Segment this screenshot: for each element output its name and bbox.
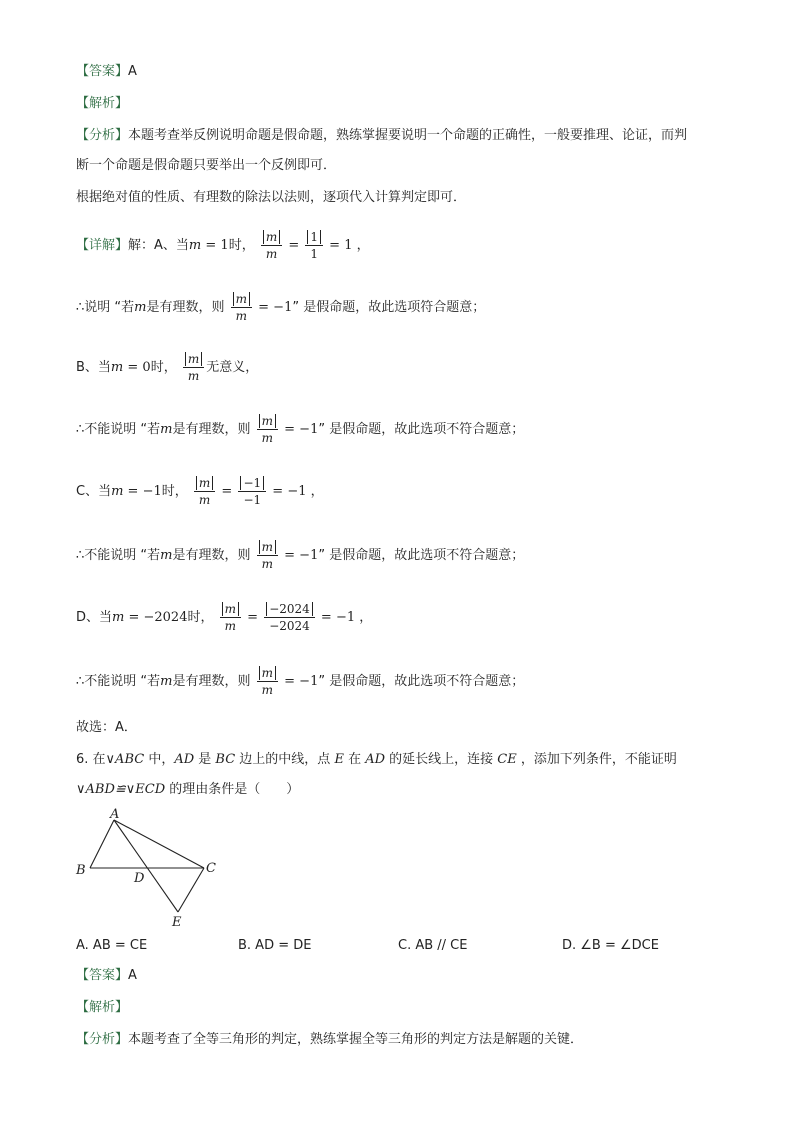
option-a: A. AB = CE xyxy=(76,938,148,953)
text: ” 是假命题，故此选项不符合题意； xyxy=(318,674,525,689)
text: 6. 在 xyxy=(76,752,106,767)
geometry-figure xyxy=(72,808,232,932)
fraction xyxy=(264,601,315,634)
line-detail-b xyxy=(76,348,258,388)
option-d: D. ∠B = ∠DCE xyxy=(562,938,659,953)
frac-num: m xyxy=(185,352,202,366)
line-analysis-heading-2: 【解析】 xyxy=(76,1000,129,1015)
frac-num: m xyxy=(259,414,276,428)
fraction xyxy=(220,601,241,634)
question-6-line2 xyxy=(76,780,299,800)
option-c: C. AB // CE xyxy=(398,938,468,953)
eq-result: = −1 xyxy=(254,300,293,315)
frac-num: −2024 xyxy=(266,602,313,616)
line-detail-a xyxy=(76,226,370,266)
fraction xyxy=(238,475,266,508)
question-6-line1 xyxy=(76,750,677,770)
triangle-abc: ∨ABC xyxy=(105,752,145,767)
eq-val: = 0 xyxy=(123,360,151,375)
seg-ab xyxy=(90,820,114,868)
seg-ad: AD xyxy=(365,752,386,767)
fraction xyxy=(257,413,278,446)
frac-den: m xyxy=(224,619,237,633)
fraction xyxy=(261,229,282,262)
text: ，添加下列条件，不能证明 xyxy=(516,752,677,767)
var-m: m xyxy=(160,422,173,437)
eq-sign: = xyxy=(284,238,304,253)
text: 在 xyxy=(343,752,366,767)
frac-den: m xyxy=(198,493,211,507)
detail-text-b: 时， xyxy=(228,238,255,253)
text: ” 是假命题，故此选项符合题意； xyxy=(292,300,486,315)
text: D、当 xyxy=(76,610,113,625)
label-e: E xyxy=(172,915,182,930)
text: ∴不能说明 “若 xyxy=(76,548,161,563)
text: 边上的中线，点 xyxy=(235,752,335,767)
congruence: ∨ABD≌∨ECD xyxy=(76,782,166,797)
text: 是有理数，则 xyxy=(172,548,251,563)
frac-den: m xyxy=(265,247,278,261)
frac-num: 1 xyxy=(307,230,321,244)
fraction xyxy=(194,475,215,508)
eq-val: = −1 xyxy=(123,484,162,499)
text: 是 xyxy=(194,752,216,767)
text: 中， xyxy=(144,752,175,767)
frac-num: m xyxy=(263,230,280,244)
fraction xyxy=(183,351,204,384)
line-analysis-heading-1: 【解析】 xyxy=(76,96,129,111)
line-detail-d2 xyxy=(76,662,524,702)
text: 是有理数，则 xyxy=(146,300,225,315)
line-analysis-2: 断一个命题是假命题只要举出一个反例即可． xyxy=(76,158,337,173)
text: ∴不能说明 “若 xyxy=(76,422,161,437)
answer-value: A xyxy=(128,64,137,79)
seg-bc: BC xyxy=(215,752,236,767)
label-a: A xyxy=(110,808,120,822)
fraction xyxy=(305,229,323,262)
eq-result: = −1 ， xyxy=(268,484,324,499)
detail-text-a: 解：A、当 xyxy=(128,238,189,253)
frac-num: −1 xyxy=(240,476,264,490)
line-analysis-4 xyxy=(76,1030,583,1050)
line-answer-2 xyxy=(76,966,137,986)
line-detail-c2 xyxy=(76,536,524,576)
point-e: E xyxy=(334,752,344,767)
line-detail-d xyxy=(76,598,372,638)
label-d: D xyxy=(134,871,145,886)
frac-num: m xyxy=(196,476,213,490)
eq-result: = 1 ， xyxy=(325,238,370,253)
label-b: B xyxy=(76,863,86,878)
text: 的延长线上，连接 xyxy=(385,752,498,767)
frac-num: m xyxy=(259,666,276,680)
text: ∴不能说明 “若 xyxy=(76,674,161,689)
var-m: m xyxy=(111,484,124,499)
line-analysis-3: 根据绝对值的性质、有理数的除法以法则，逐项代入计算判定即可． xyxy=(76,190,467,205)
seg-ae xyxy=(114,820,178,912)
line-answer-1 xyxy=(76,62,137,82)
line-detail-c xyxy=(76,472,324,512)
line-analysis-1 xyxy=(76,126,687,146)
frac-num: m xyxy=(233,292,250,306)
analysis-text: 本题考查举反例说明命题是假命题，熟练掌握要说明一个命题的正确性，一般要推理、论证，而判 xyxy=(128,128,688,143)
line-choose: 故选：A． xyxy=(76,720,137,735)
frac-den: −2024 xyxy=(269,619,310,633)
text: ∴说明 “若 xyxy=(76,300,135,315)
eq-result: = −1 xyxy=(280,422,319,437)
fraction xyxy=(257,539,278,572)
line-detail-b2 xyxy=(76,410,524,450)
analysis-tag: 【分析】 xyxy=(76,1032,129,1047)
answer-tag: 【答案】 xyxy=(76,968,129,983)
text: ” 是假命题，故此选项不符合题意； xyxy=(318,422,525,437)
seg-ce xyxy=(178,868,204,912)
analysis-tag: 【分析】 xyxy=(76,128,129,143)
fraction xyxy=(231,291,252,324)
frac-den: 1 xyxy=(310,247,319,261)
var-m: m xyxy=(188,238,202,253)
analysis-text: 本题考查了全等三角形的判定，熟练掌握全等三角形的判定方法是解题的关键． xyxy=(128,1032,584,1047)
var-m: m xyxy=(160,674,173,689)
eq-result: = −1 ， xyxy=(316,610,373,625)
text: 是有理数，则 xyxy=(172,674,251,689)
var-m: m xyxy=(160,548,173,563)
eq-result: = −1 xyxy=(280,548,319,563)
text: 时， xyxy=(161,484,188,499)
text: 的理由条件是（ ） xyxy=(165,782,300,797)
text: B、当 xyxy=(76,360,111,375)
label-c: C xyxy=(206,861,216,876)
frac-den: m xyxy=(261,683,274,697)
seg-ad: AD xyxy=(174,752,195,767)
text: C、当 xyxy=(76,484,112,499)
frac-den: −1 xyxy=(243,493,262,507)
var-m: m xyxy=(110,360,124,375)
line-detail-a2 xyxy=(76,288,485,328)
detail-tag: 【详解】 xyxy=(76,238,129,253)
frac-num: m xyxy=(259,540,276,554)
text: 是有理数，则 xyxy=(172,422,251,437)
fraction xyxy=(257,665,278,698)
var-m: m xyxy=(112,610,125,625)
frac-den: m xyxy=(261,557,274,571)
option-b: B. AD = DE xyxy=(238,938,312,953)
answer-value: A xyxy=(128,968,137,983)
answer-tag: 【答案】 xyxy=(76,64,129,79)
eq-val: = 1 xyxy=(201,238,229,253)
frac-num: m xyxy=(222,602,239,616)
eq-sign: = xyxy=(217,484,237,499)
text: 时， xyxy=(150,360,177,375)
frac-den: m xyxy=(261,431,274,445)
frac-den: m xyxy=(235,309,248,323)
text: ” 是假命题，故此选项不符合题意； xyxy=(318,548,525,563)
var-m: m xyxy=(134,300,147,315)
eq-val: = −2024 xyxy=(124,610,188,625)
eq-result: = −1 xyxy=(280,674,319,689)
seg-ac xyxy=(114,820,204,868)
frac-den: m xyxy=(187,369,200,383)
text: 时， xyxy=(187,610,214,625)
eq-sign: = xyxy=(243,610,263,625)
text: 无意义， xyxy=(206,360,259,375)
seg-ce: CE xyxy=(497,752,517,767)
